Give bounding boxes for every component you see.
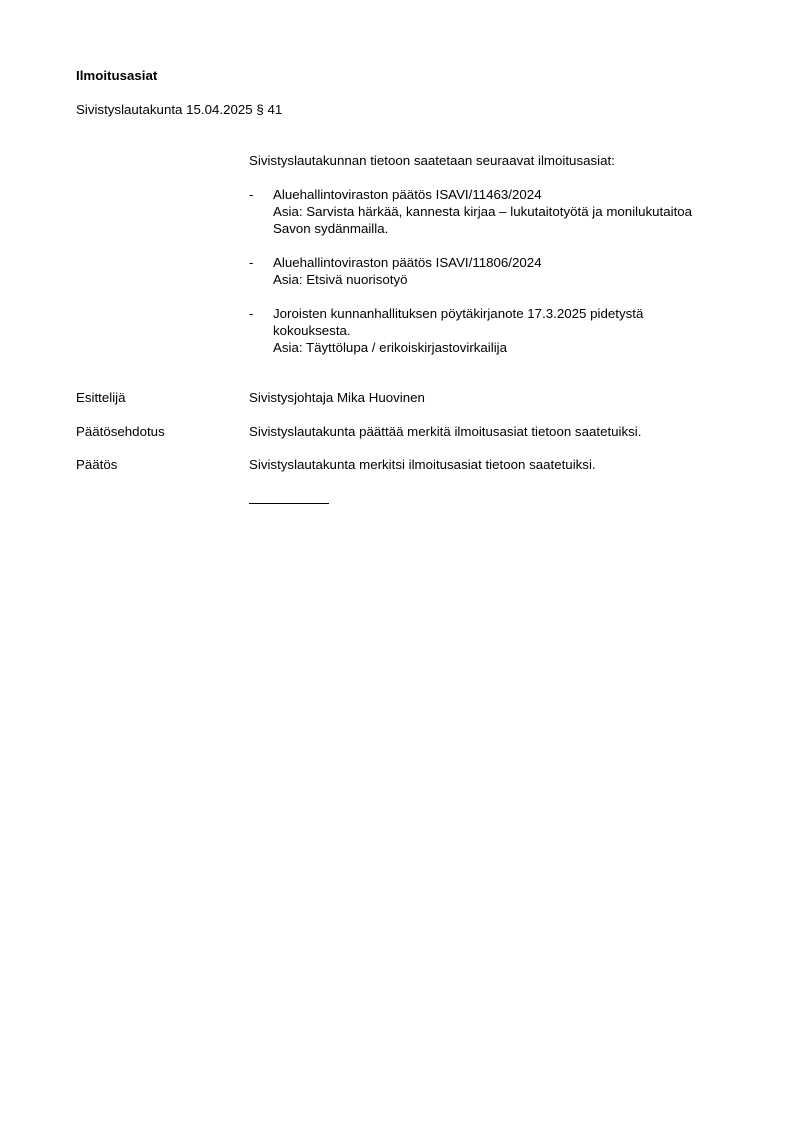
list-item-line: kokouksesta. — [273, 323, 351, 338]
end-divider — [249, 503, 329, 504]
intro-text: Sivistyslautakunnan tietoon saatetaan seuraavat ilmoitusasiat: — [249, 153, 615, 168]
proposal-value: Sivistyslautakunta päättää merkitä ilmoitusasiat tietoon saatetuiksi. — [249, 424, 642, 439]
document-heading: Ilmoitusasiat — [76, 68, 158, 83]
presenter-value: Sivistysjohtaja Mika Huovinen — [249, 390, 425, 405]
list-item-line: Asia: Etsivä nuorisotyö — [273, 272, 408, 287]
decision-label: Päätös — [76, 457, 118, 472]
list-item-line: Savon sydänmailla. — [273, 221, 389, 236]
proposal-label: Päätösehdotus — [76, 424, 165, 439]
list-item — [273, 254, 542, 288]
list-item-marker: - — [249, 187, 254, 202]
presenter-label: Esittelijä — [76, 390, 126, 405]
list-item-marker: - — [249, 255, 254, 270]
decision-value: Sivistyslautakunta merkitsi ilmoitusasiat tietoon saatetuiksi. — [249, 457, 596, 472]
list-item-line: Asia: Sarvista härkää, kannesta kirjaa – lukutaitotyötä ja monilukutaitoa — [273, 204, 693, 219]
list-item-marker: - — [249, 306, 254, 321]
list-item-line: Joroisten kunnanhallituksen pöytäkirjanote 17.3.2025 pidetystä — [273, 306, 644, 321]
list-item-line: Aluehallintoviraston päätös ISAVI/11806/2024 — [273, 255, 542, 270]
list-item — [273, 186, 692, 237]
list-item-line: Aluehallintoviraston päätös ISAVI/11463/2024 — [273, 187, 542, 202]
list-item-line: Asia: Täyttölupa / erikoiskirjastovirkailija — [273, 340, 508, 355]
list-item — [273, 305, 643, 356]
meeting-reference: Sivistyslautakunta 15.04.2025 § 41 — [76, 102, 283, 117]
